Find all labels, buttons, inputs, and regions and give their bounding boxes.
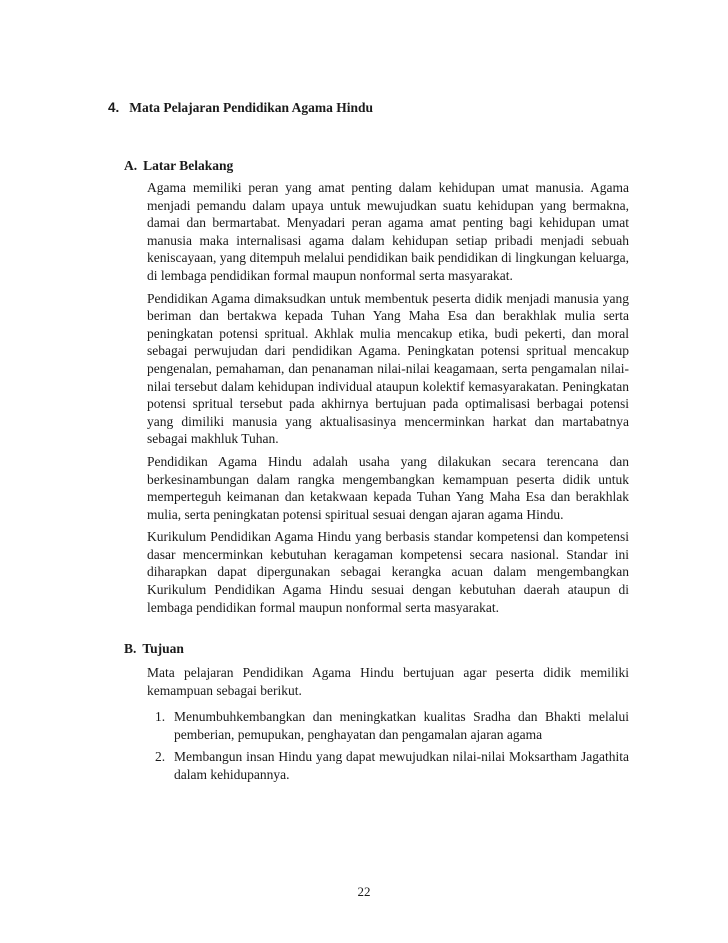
list-item-text: Menumbuhkembangkan dan meningkatkan kualitas Sradha dan Bhakti melalui pemberian, pemupukan, penghayatan dan pengamalan ajaran agama — [174, 709, 629, 742]
heading-number: 4. — [108, 100, 120, 115]
objectives-list — [155, 708, 629, 788]
main-heading — [108, 100, 373, 116]
paragraph: Kurikulum Pendidikan Agama Hindu yang berbasis standar kompetensi dan kompetensi dasar mencerminkan kebutuhan keragaman kompetensi secara nasional. Standar ini diharapkan dapat dipergunakan sebagai kerangka acuan dalam mengembangkan Kurikulum Pendidikan Agama Hindu sesuai dengan kebutuhan daerah ataupun di lembaga pendidikan formal maupun nonformal serta masyarakat. — [147, 529, 629, 615]
section-b-intro — [147, 664, 629, 704]
heading-title: Mata Pelajaran Pendidikan Agama Hindu — [129, 100, 374, 115]
list-item-number: 1. — [155, 709, 166, 724]
section-b-title-text: Tujuan — [142, 641, 184, 656]
section-b-letter: B. — [124, 641, 137, 656]
list-item — [155, 748, 629, 783]
section-a-letter: A. — [124, 158, 138, 173]
list-item-text: Membangun insan Hindu yang dapat mewujudkan nilai-nilai Moksartham Jagathita dalam kehidupannya. — [174, 749, 629, 782]
paragraph: Pendidikan Agama dimaksudkan untuk membentuk peserta didik menjadi manusia yang beriman dan bertakwa kepada Tuhan Yang Maha Esa dan berakhlak mulia serta peningkatan potensi spritual. Akhlak mulia mencakup etika, budi pekerti, dan moral sebagai perwujudan dari pendidikan Agama. Peningkatan potensi spritual mencakup pengenalan, pemahaman, dan penanaman nilai-nilai keagamaan, serta pengamalan nilai-nilai tersebut dalam kehidupan individual ataupun kolektif kemasyarakatan. Peningkatan potensi spritual tersebut pada akhirnya bertujuan pada optimalisasi berbagai potensi yang dimiliki manusia yang aktualisasinya mencerminkan harkat dan martabatnya sebagai makhluk Tuhan. — [147, 290, 629, 447]
paragraph: Pendidikan Agama Hindu adalah usaha yang dilakukan secara terencana dan berkesinambungan dalam rangka mengembangkan kemampuan peserta didik untuk memperteguh keimanan dan ketakwaan kepada Tuhan Yang Maha Esa dan berakhlak mulia, serta peningkatan potensi spiritual sesuai dengan ajaran agama Hindu. — [147, 453, 629, 522]
section-a-content — [147, 179, 629, 621]
list-item — [155, 708, 629, 743]
section-b-title — [124, 641, 184, 657]
paragraph: Agama memiliki peran yang amat penting dalam kehidupan umat manusia. Agama menjadi pemandu dalam upaya untuk mewujudkan suatu kehidupan yang bermakna, damai dan bermartabat. Menyadari peran agama amat penting bagi kehidupan umat manusia maka internalisasi agama dalam kehidupan setiap pribadi menjadi sebuah keniscayaan, yang ditempuh melalui pendidikan baik pendidikan di lingkungan keluarga, di lembaga pendidikan formal maupun nonformal serta masyarakat. — [147, 180, 629, 283]
paragraph: Mata pelajaran Pendidikan Agama Hindu bertujuan agar peserta didik memiliki kemampuan sebagai berikut. — [147, 665, 629, 698]
section-a-title-text: Latar Belakang — [143, 158, 234, 173]
section-a-title — [124, 158, 233, 174]
page-number: 22 — [357, 884, 371, 899]
list-item-number: 2. — [155, 749, 166, 765]
